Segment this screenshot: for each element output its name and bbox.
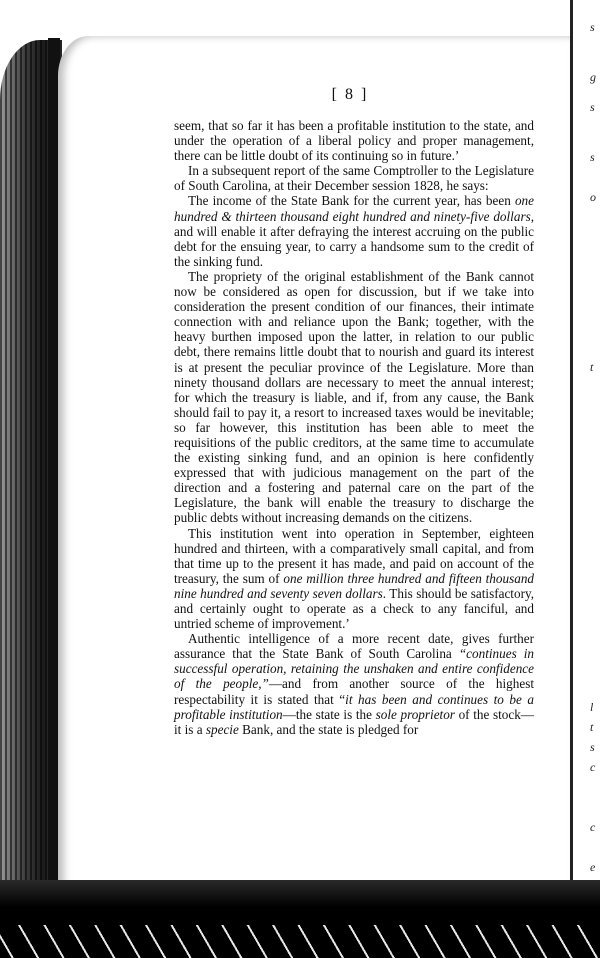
facing-page-letter: t [590,720,594,734]
paragraph-p1 [174,118,534,163]
facing-page-letter: e [590,860,596,874]
text-run: . This should be satisfactory, and certainly ought to operate as a check to any fanciful, and untried scheme of improvement.’ [174,585,534,632]
facing-page-letter: t [590,360,594,374]
text-run: seem, that so far it has been a profitable institution to the state, and under the operation of a liberal policy and proper management, there can be little doubt of its continuing so in future.’ [174,118,534,164]
scan-background-pattern [0,925,600,958]
facing-page-letter: g [590,70,596,84]
text-run: one million three hundred and fifteen thousand nine hundred and seventy seven dollars [174,570,535,601]
text-run: it has been and continues to be a profitable institution [174,691,534,722]
facing-page-edge [570,0,600,900]
facing-page-letter: l [590,700,594,714]
page-number: [ 8 ] [331,86,369,103]
facing-page-letter: s [590,740,595,754]
paragraph-p6 [174,631,534,737]
facing-page-letter: s [590,150,595,164]
facing-page-letter: s [590,100,595,114]
facing-page-letter: s [590,20,595,34]
text-run: “continues in successful operation, retaining the unshaken and entire confidence of the people,” [174,646,534,692]
text-run: one hundred & thirteen thousand eight hundred and ninety-five dollars [174,193,534,224]
text-run: The income of the State Bank for the current year, has been [188,193,515,209]
text-run: In a subsequent report of the same Comptroller to the Legislature of South Carolina, at their December session 1828, he says: [174,163,534,194]
text-run: of the stock—it is a [174,706,534,737]
text-run: —and from another source of the highest respectability it is stated that “ [174,676,534,707]
text-run: Bank, and the state is pledged for [238,721,419,737]
text-run: —the state is the [282,706,376,722]
text-run: specie [205,721,239,737]
facing-page-letter: c [590,760,596,774]
paragraph-p4 [174,269,534,526]
facing-page-letter: o [590,190,596,204]
facing-page-letter: c [590,820,596,834]
text-run: Authentic intelligence of a more recent date, gives further assurance that the State Bank of South Carolina [174,631,534,662]
paragraph-p2 [174,163,534,193]
paragraph-p3 [174,193,534,268]
text-run: sole proprietor [375,706,455,722]
paragraph-p5 [174,526,534,632]
text-run: The propriety of the original establishment of the Bank cannot now be considered as open for discussion, but if we take into consideration the present condition of our finances, their intimate connection with and reliance upon the Bank; together, with the heavy burthen imposed upon the latter, in relation to our public debt, there remains little doubt that to nourish and guard its interest is at present the peculiar province of the Legislature. More than ninety thousand dollars are necessary to meet the annual interest; for which the treasury is liable, and if, from any cause, the Bank should fail to pay it, a resort to increased taxes would be inevitable; so far however, this institution has been able to meet the requisitions of the public creditors, at the same time to accumulate the existing sinking fund, and an opinion is here confidently expressed that with judicious management on the part of the direction and a fostering and paternal care on the part of the Legislature, the bank will enable the treasury to discharge the public debts without increasing demands on the citizens. [174,268,534,526]
text-run: , and will enable it after defraying the interest accruing on the public debt for the ensuing year, to carry a handsome sum to the credit of the sinking fund. [174,208,534,269]
page-body-text [174,118,534,737]
text-run: This institution went into operation in September, eighteen hundred and thirteen, with a comparatively small capital, and from that time up to the present it has made, and paid on account of the treasury, the sum of [174,525,534,586]
